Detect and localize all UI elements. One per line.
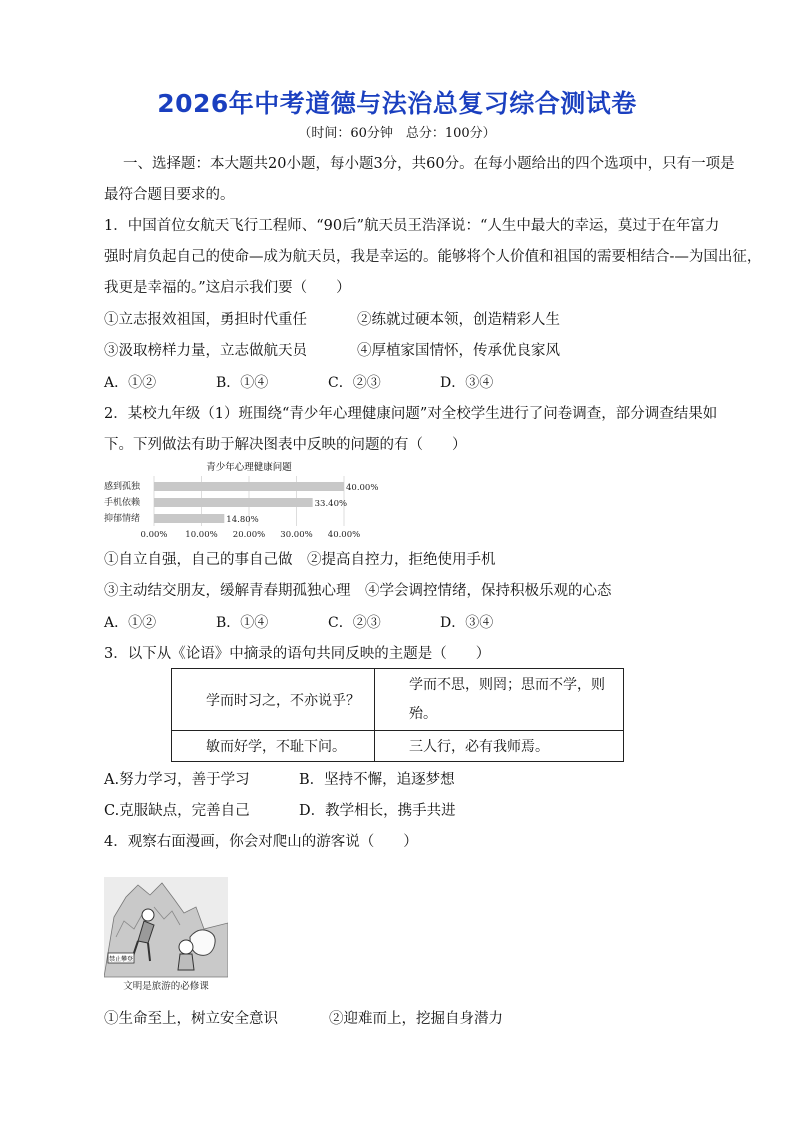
chart-tick-label: 40.00% xyxy=(327,530,361,540)
q1-option-a: A．①② xyxy=(104,375,157,391)
quote-text: 殆。 xyxy=(409,705,437,722)
q1-statement-2: ②练就过硬本领，创造精彩人生 xyxy=(357,312,560,328)
q4-statement-2: ②迎难而上，挖掘自身潜力 xyxy=(329,1011,503,1027)
chart-title: 青少年心理健康问题 xyxy=(206,462,292,473)
climber-head xyxy=(142,909,154,921)
tourist-body xyxy=(178,954,194,970)
q3-option-b: B．坚持不懈，追逐梦想 xyxy=(299,772,455,788)
q3-option-d: D．教学相长，携手共进 xyxy=(299,803,456,819)
chart-bar xyxy=(154,498,313,507)
q2-statements-1-2: ①自立自强，自己的事自己做 ②提高自控力，拒绝使用手机 xyxy=(104,552,496,568)
q2-option-b: B．①④ xyxy=(216,615,269,631)
q1-statement-1: ①立志报效祖国，勇担时代重任 xyxy=(104,312,307,328)
survey-bar-chart xyxy=(104,458,384,544)
chart-category-label: 抑郁情绪 xyxy=(104,514,141,524)
mountain-climbing-cartoon xyxy=(104,877,228,993)
quote-text: 学而不思，则罔；思而不学，则 xyxy=(409,676,605,693)
chart-tick-label: 0.00% xyxy=(140,530,168,540)
q1-option-b: B．①④ xyxy=(216,375,269,391)
section-instructions-line1: 一、选择题：本大题共20小题，每小题3分，共60分。在每小题给出的四个选项中，只有一项是 xyxy=(123,156,735,172)
quote-text: 敏而好学，不耻下问。 xyxy=(206,739,346,755)
q3-option-a: A.努力学习，善于学习 xyxy=(104,772,250,788)
q1-option-d: D．③④ xyxy=(440,375,494,391)
chart-tick-label: 20.00% xyxy=(232,530,266,540)
chart-tick-label: 10.00% xyxy=(185,530,218,540)
quote-text: 学而时习之，不亦说乎？ xyxy=(206,692,360,709)
chart-bar xyxy=(154,482,344,491)
q1-option-c: C．②③ xyxy=(328,375,381,391)
quote-cell xyxy=(375,669,624,731)
q1-statement-3: ③汲取榜样力量，立志做航天员 xyxy=(104,343,307,359)
q1-stem-line1: 1．中国首位女航天飞行工程师、“90后”航天员王浩泽说：“人生中最大的幸运，莫过于在年富力 xyxy=(104,218,720,234)
chart-bar xyxy=(154,514,224,523)
quote-cell xyxy=(172,731,375,762)
q2-option-c: C．②③ xyxy=(328,615,381,631)
q2-option-a: A．①② xyxy=(104,615,157,631)
chart-value-label: 40.00% xyxy=(346,483,379,493)
cloud-shape xyxy=(190,930,215,955)
quote-cell xyxy=(172,669,375,731)
q2-stem-line2: 下。下列做法有助于解决图表中反映的问题的有（ ） xyxy=(104,437,467,453)
cartoon-caption: 文明是旅游的必修课 xyxy=(123,981,209,992)
page-title: 2026年中考道德与法治总复习综合测试卷 xyxy=(157,89,637,118)
q4-stem: 4．观察右面漫画，你会对爬山的游客说（ ） xyxy=(104,834,418,850)
q1-statement-4: ④厚植家国情怀，传承优良家风 xyxy=(357,343,560,359)
q4-statement-1: ①生命至上，树立安全意识 xyxy=(104,1011,278,1027)
tourist-head xyxy=(179,940,193,954)
q1-stem-line3: 我更是幸福的。”这启示我们要（ ） xyxy=(104,280,351,296)
quote-cell xyxy=(375,731,624,762)
q2-statements-3-4: ③主动结交朋友，缓解青春期孤独心理 ④学会调控情绪，保持积极乐观的心态 xyxy=(104,583,612,599)
q3-option-c: C.克服缺点，完善自己 xyxy=(104,803,250,819)
chart-category-label: 手机依赖 xyxy=(104,498,141,508)
chart-category-label: 感到孤独 xyxy=(104,482,141,492)
chart-value-label: 33.40% xyxy=(314,499,348,509)
q2-stem-line1: 2．某校九年级（1）班围绕“青少年心理健康问题”对全校学生进行了问卷调查，部分调查结果如 xyxy=(104,406,718,422)
quote-text: 三人行，必有我师焉。 xyxy=(409,739,549,755)
chart-value-label: 14.80% xyxy=(226,515,259,525)
q1-stem-line2: 强时肩负起自己的使命—成为航天员，我是幸运的。能够将个人价值和祖国的需要相结合-—为国出征， xyxy=(104,249,762,265)
exam-info: （时间：60分钟 总分：100分） xyxy=(298,126,496,141)
section-instructions-line2: 最符合题目要求的。 xyxy=(104,187,235,203)
q3-stem: 3．以下从《论语》中摘录的语句共同反映的主题是（ ） xyxy=(104,646,491,662)
analects-quote-table xyxy=(171,668,624,762)
warning-sign-text: 禁止攀登 xyxy=(108,956,134,963)
q2-option-d: D．③④ xyxy=(440,615,494,631)
chart-tick-label: 30.00% xyxy=(280,530,313,540)
